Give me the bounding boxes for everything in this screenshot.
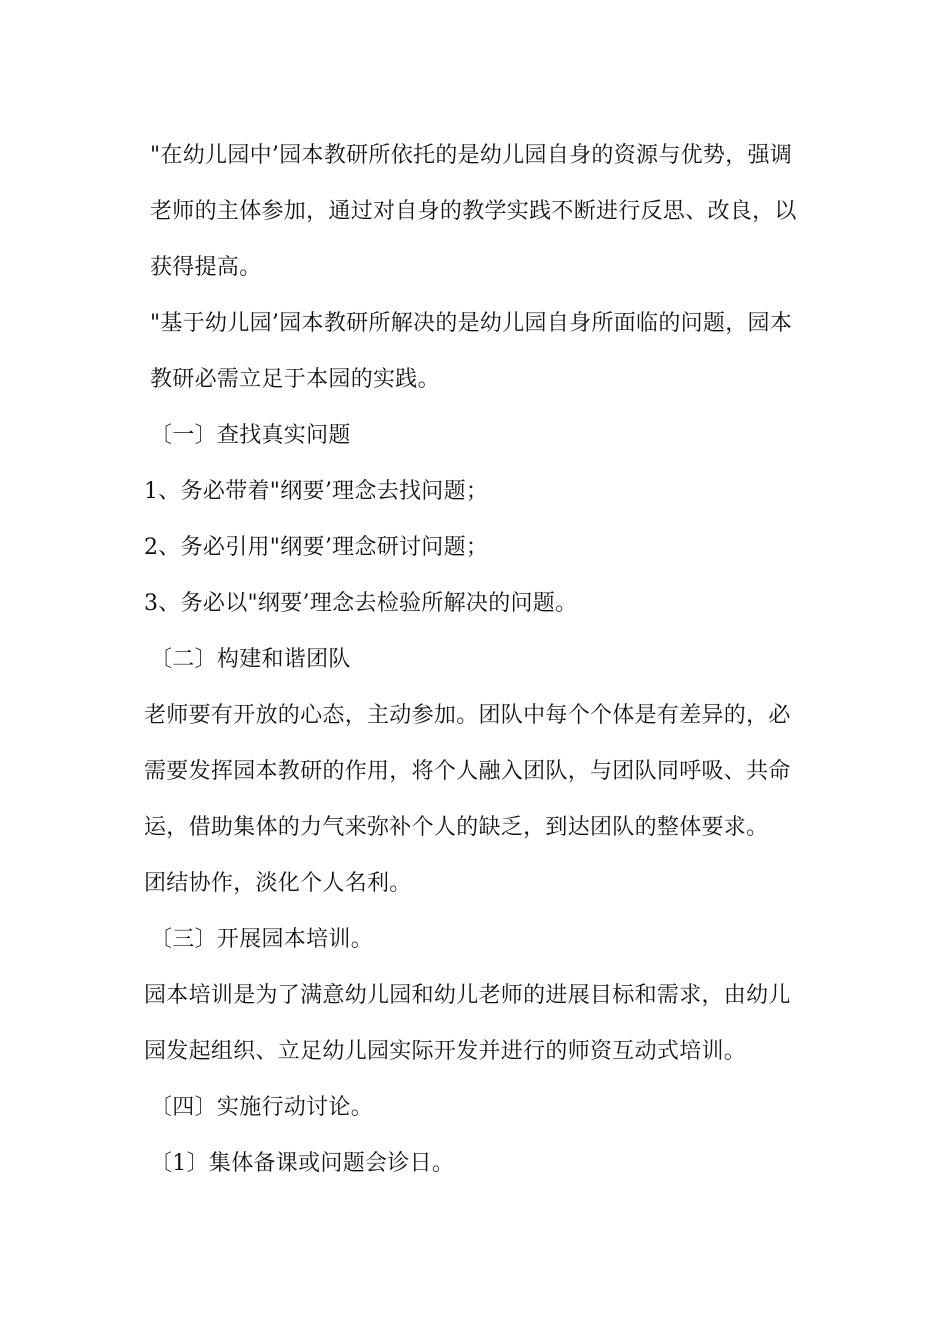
paragraph-intro-1: "在幼儿园中’园本教研所依托的是幼儿园自身的资源与优势，强调老师的主体参加，通过对自身的教学实践不断进行反思、改良，以获得提高。 <box>150 143 797 280</box>
paragraph-team: 老师要有开放的心态，主动参加。团队中每个个体是有差异的，必需要发挥园本教研的作用，将个人融入团队，与团队同呼吸、共命运，借助集体的力气来弥补个人的缺乏，到达团队的整体要求。 <box>144 703 791 840</box>
section-heading-1: 〔一〕查找真实问题 <box>150 423 351 448</box>
paragraph-intro-2: "基于幼儿园’园本教研所解决的是幼儿园自身所面临的问题，园本教研必需立足于本园的实践。 <box>150 311 793 392</box>
paragraph-training: 园本培训是为了满意幼儿园和幼儿老师的进展目标和需求，由幼儿园发起组织、立足幼儿园实际开发并进行的师资互动式培训。 <box>144 983 791 1064</box>
list-item-1: 1、务必带着"纲要’理念去找问题； <box>144 479 489 504</box>
document-body <box>144 128 808 1192</box>
sub-heading-1: 〔1〕集体备课或问题会诊日。 <box>150 1151 455 1176</box>
section-heading-3: 〔三〕开展园本培训。 <box>150 927 374 952</box>
section-heading-4: 〔四〕实施行动讨论。 <box>150 1095 374 1120</box>
list-item-3: 3、务必以"纲要’理念去检验所解决的问题。 <box>144 591 578 616</box>
paragraph-cooperation: 团结协作，淡化个人名利。 <box>144 871 412 896</box>
section-heading-2: 〔二〕构建和谐团队 <box>150 647 351 672</box>
list-item-2: 2、务必引用"纲要’理念研讨问题； <box>144 535 489 560</box>
